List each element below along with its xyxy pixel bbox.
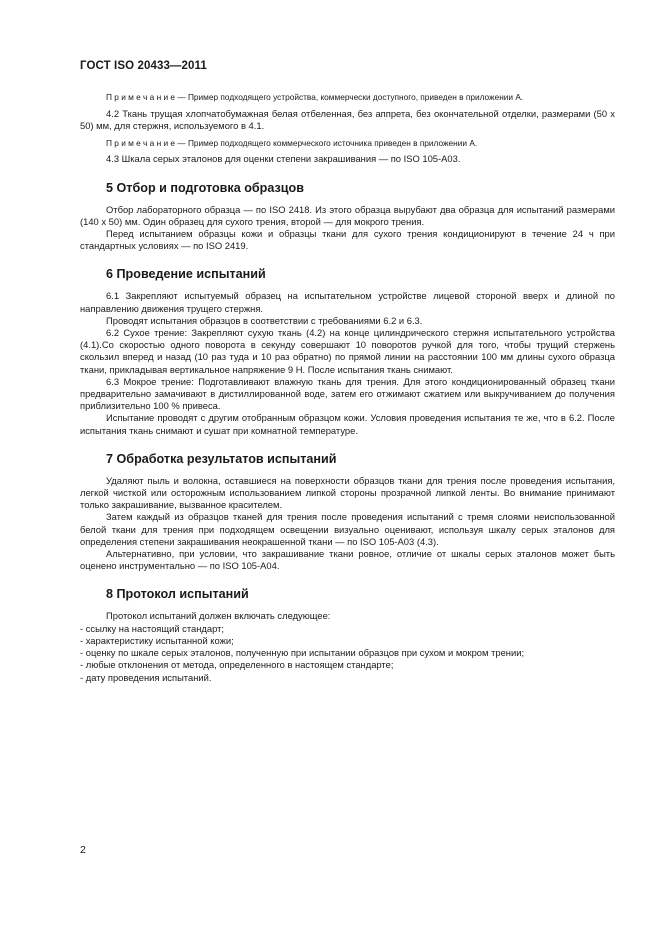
section-heading: 6 Проведение испытаний (106, 267, 266, 282)
section-heading: 5 Отбор и подготовка образцов (106, 180, 304, 195)
paragraph: 6.3 Мокрое трение: Подготавливают влажную ткань для трения. Для этого кондиционированный образец ткани предварительно замачивают в дистиллированной воде, затем его отжимают сжатием или выкручиванием до получения приблизительно 100 % привеса. (80, 375, 615, 412)
paragraph: 6.1 Закрепляют испытуемый образец на испытательном устройстве лицевой стороной вверх и длиной по направлению движения трущего стержня. (80, 290, 615, 314)
note: П р и м е ч а н и е — Пример подходящего устройства, коммерчески доступного, приведен в приложении А. (106, 92, 524, 102)
note: П р и м е ч а н и е — Пример подходящего коммерческого источника приведен в приложении А. (106, 137, 478, 148)
paragraph: Испытание проводят с другим отобранным образцом кожи. Условия проведения испытания те же, что в 6.2. После испытания ткань снимают и сушат при комнатной температуре. (80, 412, 615, 436)
paragraph: 4.2 Ткань трущая хлопчатобумажная белая отбеленная, без аппрета, без окончательной отделки, размерами (50 х 50) мм, для стержня, используемого в 4.1. (80, 107, 615, 131)
list-item: - характеристику испытанной кожи; (80, 634, 234, 646)
section-heading: 7 Обработка результатов испытаний (106, 451, 337, 466)
paragraph: Протокол испытаний должен включать следующее: (106, 610, 331, 622)
section-heading: 8 Протокол испытаний (106, 587, 249, 602)
document-body (80, 92, 615, 684)
list-item: - оценку по шкале серых эталонов, полученную при испытании образцов при сухом и мокром трении; (80, 647, 525, 659)
paragraph: 6.2 Сухое трение: Закрепляют сухую ткань (4.2) на конце цилиндрического стержня испытательного устройства (4.1).Со скоростью одного поворота в секунду совершают 10 поворотов ручкой для того, чтобы трущий стержень скользил вперед и назад (10 раз туда и 10 раз обратно) по прямой линии на расстоянии 100 мм длины сухого образца ткани, прикладывая вертикальное напряжение 9 Н. После испытания ткань снимают. (80, 327, 615, 375)
list-item: - дату проведения испытаний. (80, 671, 212, 683)
paragraph: Отбор лабораторного образца — по ISO 2418. Из этого образца вырубают два образца для испытаний размерами (140 х 50) мм. Один образец для сухого трения, второй — для мокрого трения. (80, 203, 615, 227)
page-number: 2 (80, 844, 86, 856)
paragraph: Удаляют пыль и волокна, оставшиеся на поверхности образцов ткани для трения после проведения испытания, легкой чисткой или осторожным использованием липкой стороны прозрачной липкой ленты. Во внимание принимают только закрашивание, вызванное красителем. (80, 474, 615, 511)
paragraph: 4.3 Шкала серых эталонов для оценки степени закрашивания — по ISO 105-A03. (106, 153, 461, 165)
paragraph: Затем каждый из образцов тканей для трения после проведения испытаний с тремя слоями неиспользованной белой ткани для трения при подходящем освещении визуально оценивают, используя шкалу серых эталонов для определения степени закрашивания неокрашенной ткани — по ISO 105-A03 (4.3). (80, 511, 615, 547)
list-item: - любые отклонения от метода, определенного в настоящем стандарте; (80, 659, 394, 671)
paragraph: Альтернативно, при условии, что закрашивание ткани ровное, отличие от шкалы серых эталонов может быть оценено инструментально — по ISO 105-A04. (80, 548, 615, 572)
paragraph: Перед испытанием образцы кожи и образцы ткани для сухого трения кондиционируют в течение 24 ч при стандартных условиях — по ISO 2419. (80, 228, 615, 252)
paragraph: Проводят испытания образцов в соответствии с требованиями 6.2 и 6.3. (106, 314, 423, 326)
list-item: - ссылку на настоящий стандарт; (80, 622, 225, 634)
document-header: ГОСТ ISO 20433—2011 (80, 60, 207, 72)
